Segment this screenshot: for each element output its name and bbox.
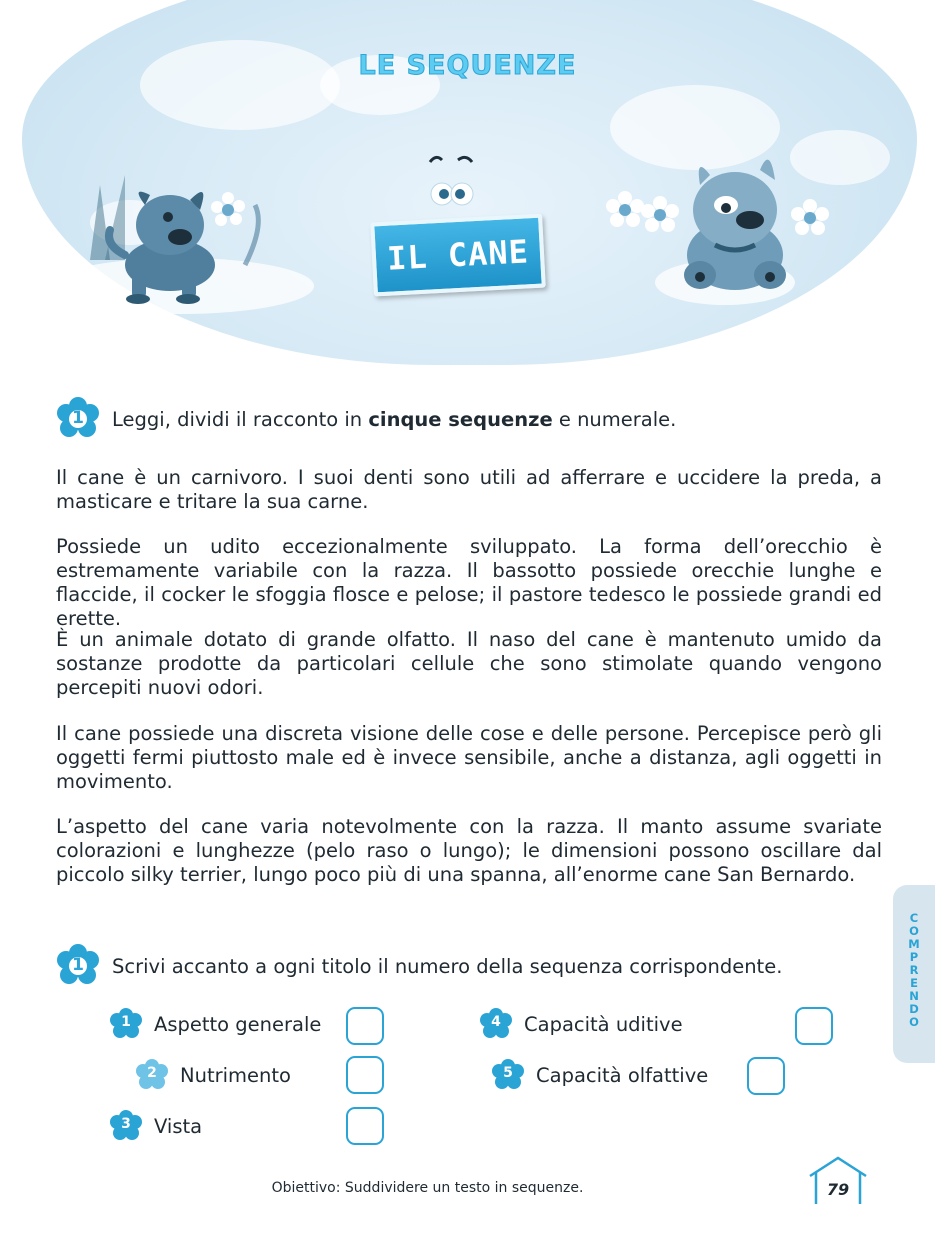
answer-box-2[interactable] xyxy=(346,1056,384,1094)
item-label: Capacità olfattive xyxy=(536,1063,709,1087)
flower-number-icon xyxy=(110,1008,142,1040)
answer-box-1[interactable] xyxy=(346,1007,384,1045)
objective-footer: Obiettivo: Suddividere un testo in sequenze. xyxy=(271,1180,584,1196)
answer-item-5 xyxy=(492,1059,708,1091)
answer-item-2 xyxy=(136,1059,291,1091)
exercise-2-instruction xyxy=(56,944,782,988)
story-paragraph-4: Il cane possiede una discreta visione delle cose e delle persone. Percepisce però gli oggetti fermi piuttosto male ed è invece sensibile, anche a distanza, agli oggetti in movimento. xyxy=(56,722,882,793)
instruction-bold-text: cinque sequenze xyxy=(368,407,553,431)
story-paragraph-2: Possiede un udito eccezionalmente sviluppato. La forma dell’orecchio è estremamente variabile con la razza. Il bassotto possiede orecchie lunghe e flaccide, il cocker le sfoggia flosce e pelose; il pastore tedesco le possiede grandi ed erette. xyxy=(56,535,882,630)
flower-number-icon xyxy=(480,1008,512,1040)
flower-number-icon xyxy=(136,1059,168,1091)
exercise-number-badge xyxy=(56,944,100,988)
item-label: Nutrimento xyxy=(180,1063,291,1087)
item-label: Vista xyxy=(154,1114,203,1138)
exercise-number-badge xyxy=(56,397,100,441)
title-sign xyxy=(370,214,546,297)
item-label: Capacità uditive xyxy=(524,1012,683,1036)
page-number-house xyxy=(806,1156,870,1206)
exercise-1-text xyxy=(112,408,676,431)
instruction-text: Leggi, dividi il racconto in xyxy=(112,407,369,431)
story-paragraph-5: L’aspetto del cane varia notevolmente con la razza. Il manto assume svariate colorazioni e lunghezze (pelo raso o lungo); le dimensioni possono oscillare dal piccolo silky terrier, lungo poco più di una spanna, all’enorme cane San Bernardo. xyxy=(56,815,882,886)
answer-box-3[interactable] xyxy=(346,1107,384,1145)
item-number: 2 xyxy=(147,1065,157,1081)
cartoon-eyes-icon xyxy=(420,150,490,210)
flower-number-icon xyxy=(492,1059,524,1091)
page-title: LE SEQUENZE xyxy=(358,50,577,81)
exercise-1-instruction xyxy=(56,397,676,441)
item-label: Aspetto generale xyxy=(154,1012,322,1036)
answer-item-4 xyxy=(480,1008,683,1040)
instruction-text: e numerale. xyxy=(552,407,677,431)
story-paragraph-1: Il cane è un carnivoro. I suoi denti sono utili ad afferrare e uccidere la preda, a masticare e tritare la sua carne. xyxy=(56,466,882,513)
exercise-number: 1 xyxy=(72,955,84,975)
exercise-number: 1 xyxy=(72,408,84,428)
answer-box-5[interactable] xyxy=(747,1057,785,1095)
flower-number-icon xyxy=(110,1110,142,1142)
right-dog-illustration xyxy=(600,150,870,300)
exercise-2-text: Scrivi accanto a ogni titolo il numero della sequenza corrispondente. xyxy=(112,954,783,978)
page-number: 79 xyxy=(826,1180,850,1199)
story-paragraph-3: È un animale dotato di grande olfatto. Il naso del cane è mantenuto umido da sostanze prodotte da particolari cellule che sono stimolate quando vengono percepiti nuovi odori. xyxy=(56,628,882,699)
item-number: 3 xyxy=(121,1116,131,1132)
left-dog-illustration xyxy=(70,165,270,310)
answer-item-1 xyxy=(110,1008,321,1040)
side-tab-label: COMPRENDO xyxy=(908,911,920,1029)
item-number: 5 xyxy=(503,1065,513,1081)
answer-item-3 xyxy=(110,1110,202,1142)
item-number: 1 xyxy=(121,1014,131,1030)
sign-text: IL CANE xyxy=(386,232,530,278)
item-number: 4 xyxy=(491,1014,501,1030)
answer-box-4[interactable] xyxy=(795,1007,833,1045)
